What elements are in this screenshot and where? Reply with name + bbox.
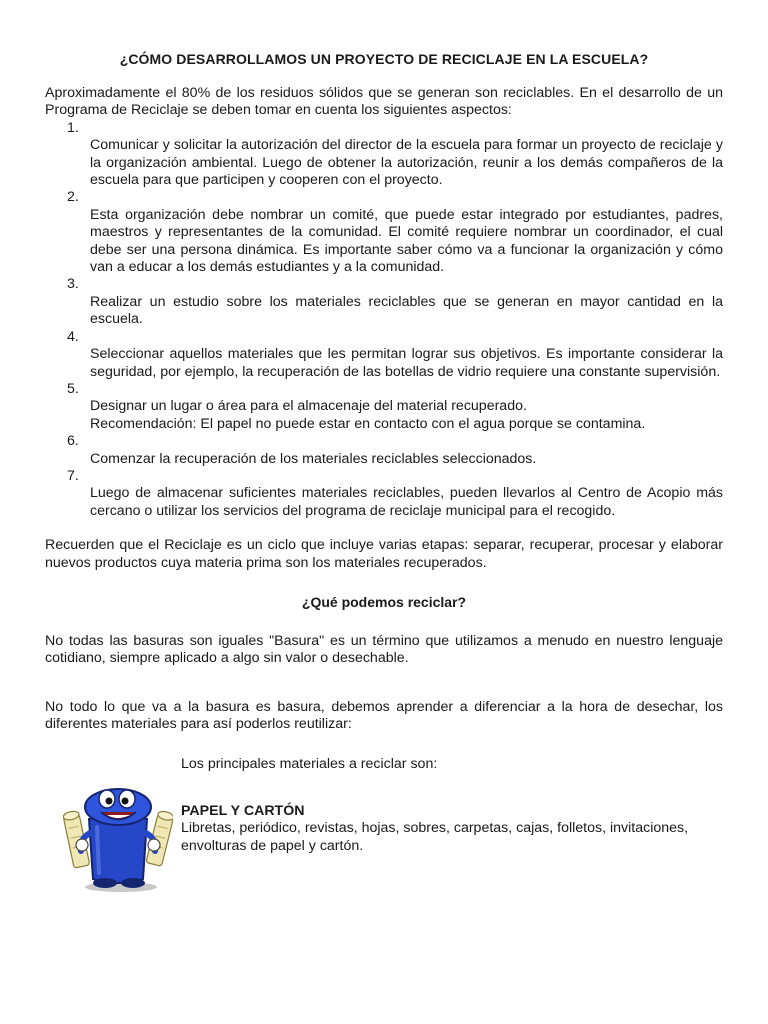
closing-paragraph: Recuerden que el Reciclaje es un ciclo que incluye varias etapas: separar, recuperar, procesar y elaborar nuevos productos cuya materia prima son los materiales recuperados. (45, 537, 723, 571)
basura-paragraph-1: No todas las basuras son iguales "Basura" es un término que utilizamos a menudo en nuestro lenguaje cotidiano, siempre aplicado a algo sin valor o desechable. (45, 632, 723, 667)
step-text: Seleccionar aquellos materiales que les permitan lograr sus objetivos. Es importante considerar la seguridad, por ejemplo, la recuperación de las botellas de vidrio requiere una constante supervisión. (90, 346, 723, 380)
list-item (45, 468, 723, 520)
paper-mascot-icon (63, 781, 173, 893)
steps-list (45, 120, 723, 520)
step-text: Comenzar la recuperación de los materiales reciclables seleccionados. (90, 450, 537, 467)
list-item (45, 189, 723, 276)
step-text: Luego de almacenar suficientes materiales reciclables, pueden llevarlos al Centro de Acopio más cercano o utilizar los servicios del programa de reciclaje municipal para el recogido. (90, 485, 723, 519)
step-number: 6. (67, 433, 79, 450)
material-text (181, 803, 726, 855)
list-item (45, 433, 723, 468)
list-item (45, 276, 723, 328)
list-item (45, 120, 723, 190)
step-text: Designar un lugar o área para el almacenaje del material recuperado. (90, 398, 527, 415)
step-number: 1. (67, 119, 79, 136)
step-number: 2. (67, 189, 79, 206)
material-description: Libretas, periódico, revistas, hojas, sobres, carpetas, cajas, folletos, invitaciones, envolturas de papel y cartón. (181, 820, 689, 854)
step-text: Comunicar y solicitar la autorización del director de la escuela para formar un proyecto de reciclaje y la organización ambiental. Luego de obtener la autorización, reunir a los demás compañeros de la escuela para que participen y cooperen con el proyecto. (90, 137, 723, 189)
section-subtitle: ¿Qué podemos reciclar? (301, 593, 467, 610)
page-title: ¿CÓMO DESARROLLAMOS UN PROYECTO DE RECICLAJE EN LA ESCUELA? (119, 51, 649, 67)
step-number: 3. (67, 276, 79, 293)
intro-paragraph: Aproximadamente el 80% de los residuos sólidos que se generan son reciclables. En el desarrollo de un Programa de Reciclaje se deben tomar en cuenta los siguientes aspectos: (45, 85, 723, 119)
principales-line: Los principales materiales a reciclar son: (181, 755, 438, 772)
list-item (45, 329, 723, 381)
step-number: 7. (67, 467, 79, 484)
step-number: 5. (67, 380, 79, 397)
step-text: Esta organización debe nombrar un comité, que puede estar integrado por estudiantes, padres, maestros y representantes de la comunidad. El comité requiere nombrar un coordinador, el cual debe ser una persona dinámica. Es importante saber cómo va a funcionar la organización y cómo van a educar a los demás estudiantes y a la comunidad. (90, 206, 723, 276)
list-item (45, 381, 723, 433)
material-title: PAPEL Y CARTÓN (181, 803, 305, 819)
step-note: Recomendación: El papel no puede estar en contacto con el agua porque se contamina. (90, 415, 646, 432)
step-number: 4. (67, 328, 79, 345)
basura-paragraph-2: No todo lo que va a la basura es basura, debemos aprender a diferenciar a la hora de desechar, los diferentes materiales para así poderlos reutilizar: (45, 698, 723, 733)
document-page (45, 51, 723, 899)
material-section (45, 779, 723, 899)
step-text: Realizar un estudio sobre los materiales reciclables que se generan en mayor cantidad en la escuela. (90, 293, 723, 328)
